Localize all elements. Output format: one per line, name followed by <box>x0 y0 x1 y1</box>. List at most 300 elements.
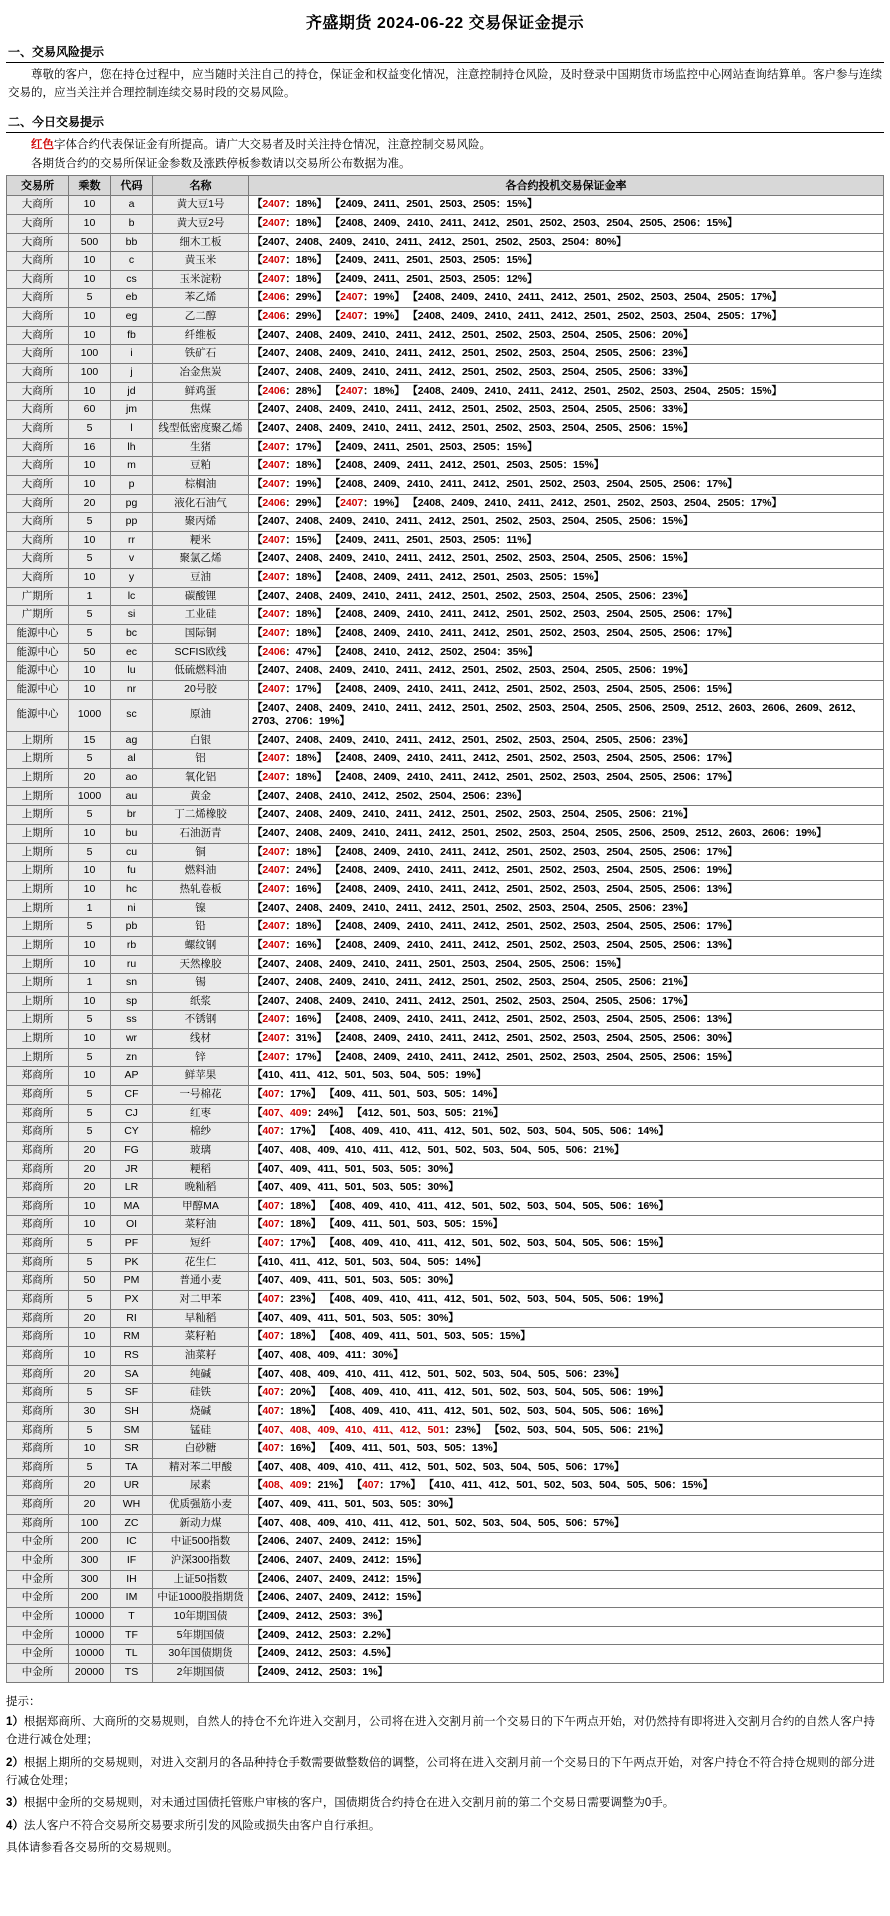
cell-multiplier: 10 <box>69 326 111 345</box>
cell-multiplier: 5 <box>69 750 111 769</box>
rate-segment: 【 <box>252 882 263 895</box>
rate-segment: 【2409、2412、2503：3%】 <box>252 1609 388 1622</box>
cell-margin-rate <box>249 1626 884 1645</box>
cell-margin-rate <box>249 364 884 383</box>
note-item <box>6 1713 884 1750</box>
rate-segment-raised: 2407 <box>262 864 286 877</box>
cell-multiplier: 5 <box>69 550 111 569</box>
rate-segment: 【2407、2408、2409、2410、2411、2412、2501、2502、2503、2504、2505、2506、2509、2512、2603、2606：19%】 <box>252 827 827 840</box>
table-row <box>7 1291 884 1310</box>
cell-name: 中证500指数 <box>153 1533 249 1552</box>
rate-segment-raised: 2407 <box>262 477 286 490</box>
cell-margin-rate <box>249 1570 884 1589</box>
cell-multiplier: 10 <box>69 955 111 974</box>
rate-segment: 【 <box>252 291 263 304</box>
note-index: 1） <box>6 1715 24 1728</box>
cell-margin-rate <box>249 1160 884 1179</box>
rate-segment: 【2407、2408、2409、2410、2411、2412、2501、2502、2503、2504、2505、2506：17%】 <box>252 994 694 1007</box>
table-row <box>7 1607 884 1626</box>
cell-exchange: 郑商所 <box>7 1365 69 1384</box>
note-text: 根据中金所的交易规则，对未通过国债托管账户审核的客户，国债期货合约持仓在进入交割月前的第二个交易日需要调整为0手。 <box>23 1797 675 1810</box>
cell-name: SCFIS欧线 <box>153 643 249 662</box>
cell-multiplier: 100 <box>69 345 111 364</box>
cell-name: 生猪 <box>153 438 249 457</box>
cell-code: lh <box>111 438 153 457</box>
cell-code: pg <box>111 494 153 513</box>
rate-segment: ：17%】 【2409、2411、2501、2503、2505：15%】 <box>285 440 538 453</box>
notes-list <box>6 1713 884 1835</box>
table-row <box>7 326 884 345</box>
cell-exchange: 上期所 <box>7 769 69 788</box>
cell-multiplier: 10 <box>69 862 111 881</box>
cell-multiplier: 10000 <box>69 1607 111 1626</box>
cell-code: rb <box>111 936 153 955</box>
notes-heading: 提示： <box>6 1695 41 1708</box>
cell-margin-rate <box>249 974 884 993</box>
cell-code: al <box>111 750 153 769</box>
cell-exchange: 大商所 <box>7 326 69 345</box>
rate-segment: 【 <box>252 1404 263 1417</box>
rate-segment: ：19%】 【2408、2409、2410、2411、2412、2501、2502、2503、2504、2505：17%】 <box>363 291 782 304</box>
cell-code: IC <box>111 1533 153 1552</box>
cell-multiplier: 200 <box>69 1533 111 1552</box>
cell-code: lc <box>111 587 153 606</box>
cell-margin-rate <box>249 1663 884 1682</box>
table-row <box>7 899 884 918</box>
cell-code: SM <box>111 1421 153 1440</box>
cell-exchange: 大商所 <box>7 345 69 364</box>
rate-segment: 【 <box>252 571 263 584</box>
rate-segment-raised: 2407 <box>262 254 286 267</box>
cell-exchange: 大商所 <box>7 214 69 233</box>
table-body <box>7 196 884 1682</box>
rate-segment: ：31%】 【2408、2409、2410、2411、2412、2501、2502、2503、2504、2505、2506：30%】 <box>285 1032 738 1045</box>
cell-name: 菜籽油 <box>153 1216 249 1235</box>
cell-exchange: 郑商所 <box>7 1197 69 1216</box>
cell-code: si <box>111 606 153 625</box>
rate-segment-raised: 2407 <box>262 938 286 951</box>
cell-code: jd <box>111 382 153 401</box>
table-row <box>7 606 884 625</box>
rate-segment-raised: 2407 <box>340 291 364 304</box>
cell-margin-rate <box>249 289 884 308</box>
cell-code: zn <box>111 1048 153 1067</box>
cell-code: RM <box>111 1328 153 1347</box>
rate-segment: ：18%】 【2408、2409、2410、2411、2412、2501、2502、2503、2504、2505、2506：17%】 <box>285 771 738 784</box>
cell-name: 豆油 <box>153 569 249 588</box>
rate-segment-raised: 407 <box>262 1293 280 1306</box>
cell-name: 冶金焦炭 <box>153 364 249 383</box>
rate-segment-raised: 2407 <box>262 440 286 453</box>
cell-exchange: 大商所 <box>7 513 69 532</box>
cell-multiplier: 10 <box>69 1030 111 1049</box>
cell-name: 一号棉花 <box>153 1086 249 1105</box>
cell-multiplier: 10000 <box>69 1645 111 1664</box>
cell-code: pp <box>111 513 153 532</box>
cell-margin-rate <box>249 1645 884 1664</box>
table-row <box>7 825 884 844</box>
note-item <box>6 1754 884 1791</box>
cell-margin-rate <box>249 1309 884 1328</box>
cell-exchange: 能源中心 <box>7 643 69 662</box>
cell-multiplier: 1 <box>69 974 111 993</box>
cell-multiplier: 10 <box>69 569 111 588</box>
rate-segment: 【2407、2408、2409、2410、2411、2412、2501、2502、2503、2504、2505、2506：15%】 <box>252 552 694 565</box>
cell-exchange: 上期所 <box>7 936 69 955</box>
red-notice-rest: 字体合约代表保证金有所提高。请广大交易者及时关注持仓情况，注意控制交易风险。 <box>54 138 491 151</box>
cell-code: cu <box>111 843 153 862</box>
cell-margin-rate <box>249 1533 884 1552</box>
table-row <box>7 1067 884 1086</box>
cell-code: p <box>111 475 153 494</box>
cell-margin-rate <box>249 1440 884 1459</box>
rate-segment-raised: 407 <box>262 1237 280 1250</box>
cell-code: lu <box>111 662 153 681</box>
rate-segment: ：15%】 【2409、2411、2501、2503、2505：11%】 <box>285 533 537 546</box>
cell-name: 国际铜 <box>153 624 249 643</box>
cell-exchange: 大商所 <box>7 270 69 289</box>
table-row <box>7 1253 884 1272</box>
cell-margin-rate <box>249 680 884 699</box>
rate-segment: ：18%】 【408、409、411、501、503、505：15%】 <box>279 1330 531 1343</box>
cell-multiplier: 10 <box>69 214 111 233</box>
cell-exchange: 郑商所 <box>7 1291 69 1310</box>
cell-code: SR <box>111 1440 153 1459</box>
rate-segment: ：29%】 【 <box>285 310 341 323</box>
rate-segment-raised: 407 <box>262 1088 280 1100</box>
cell-margin-rate <box>249 513 884 532</box>
rate-segment: 【 <box>252 1088 263 1100</box>
cell-multiplier: 10 <box>69 1216 111 1235</box>
cell-margin-rate <box>249 457 884 476</box>
table-row <box>7 1477 884 1496</box>
cell-name: 燃料油 <box>153 862 249 881</box>
cell-name: 低硫燃料油 <box>153 662 249 681</box>
rate-segment: ：19%】 【2408、2409、2410、2411、2412、2501、2502、2503、2504、2505：17%】 <box>363 310 782 323</box>
cell-exchange: 能源中心 <box>7 624 69 643</box>
rate-segment-raised: 407、409 <box>262 1106 308 1119</box>
cell-multiplier: 20 <box>69 1160 111 1179</box>
cell-margin-rate <box>249 587 884 606</box>
table-row <box>7 1626 884 1645</box>
cell-margin-rate <box>249 1589 884 1608</box>
table-row <box>7 513 884 532</box>
table-row <box>7 918 884 937</box>
cell-margin-rate <box>249 936 884 955</box>
cell-name: 铅 <box>153 918 249 937</box>
cell-code: LR <box>111 1179 153 1198</box>
rate-segment: 【 <box>252 216 263 229</box>
rate-segment: 【407、408、409、410、411、412、501、502、503、504、505、506：23%】 <box>252 1367 625 1380</box>
cell-code: pb <box>111 918 153 937</box>
cell-code: IF <box>111 1552 153 1571</box>
cell-multiplier: 5 <box>69 1235 111 1254</box>
cell-name: 黄大豆2号 <box>153 214 249 233</box>
cell-exchange: 能源中心 <box>7 699 69 731</box>
cell-margin-rate <box>249 1067 884 1086</box>
rate-segment-raised: 407 <box>262 1330 280 1343</box>
cell-code: OI <box>111 1216 153 1235</box>
cell-exchange: 大商所 <box>7 252 69 271</box>
rate-segment: ：24%】 【2408、2409、2410、2411、2412、2501、2502、2503、2504、2505、2506：19%】 <box>285 864 738 877</box>
cell-name: 氧化铝 <box>153 769 249 788</box>
table-row <box>7 1030 884 1049</box>
section-heading-risk: 一、交易风险提示 <box>6 41 884 63</box>
cell-code: ss <box>111 1011 153 1030</box>
cell-exchange: 上期所 <box>7 974 69 993</box>
cell-code: sp <box>111 992 153 1011</box>
table-row <box>7 531 884 550</box>
table-row <box>7 1589 884 1608</box>
cell-code: TA <box>111 1458 153 1477</box>
table-row <box>7 457 884 476</box>
cell-exchange: 大商所 <box>7 494 69 513</box>
cell-multiplier: 200 <box>69 1589 111 1608</box>
rate-segment: ：20%】 【408、409、410、411、412、501、502、503、504、505、506：19%】 <box>279 1386 669 1399</box>
cell-margin-rate <box>249 825 884 844</box>
cell-name: 新动力煤 <box>153 1514 249 1533</box>
cell-margin-rate <box>249 1421 884 1440</box>
cell-name: 纯碱 <box>153 1365 249 1384</box>
table-row <box>7 364 884 383</box>
rate-segment: ：19%】 【2408、2409、2410、2411、2412、2501、2502、2503、2504、2505：17%】 <box>363 496 782 509</box>
cell-multiplier: 300 <box>69 1570 111 1589</box>
table-row <box>7 1514 884 1533</box>
cell-margin-rate <box>249 1514 884 1533</box>
cell-code: hc <box>111 880 153 899</box>
cell-multiplier: 1 <box>69 899 111 918</box>
cell-exchange: 能源中心 <box>7 680 69 699</box>
rate-segment-raised: 2407 <box>262 272 286 285</box>
rate-segment-raised: 2406 <box>262 384 286 397</box>
table-row <box>7 992 884 1011</box>
cell-name: 短纤 <box>153 1235 249 1254</box>
cell-margin-rate <box>249 1253 884 1272</box>
cell-code: PF <box>111 1235 153 1254</box>
cell-exchange: 中金所 <box>7 1663 69 1682</box>
rate-segment: 【2407、2408、2409、2410、2411、2501、2503、2504、2505、2506：15%】 <box>252 957 627 970</box>
cell-multiplier: 5 <box>69 624 111 643</box>
cell-name: 对二甲苯 <box>153 1291 249 1310</box>
table-row <box>7 1123 884 1142</box>
table-row <box>7 1104 884 1123</box>
table-row <box>7 624 884 643</box>
note-item <box>6 1817 884 1835</box>
table-row <box>7 1048 884 1067</box>
rate-segment: 【2407、2408、2409、2410、2411、2412、2501、2502、2503、2504、2505、2506：15%】 <box>252 421 694 434</box>
rate-segment: ：16%】 【2408、2409、2410、2411、2412、2501、2502、2503、2504、2505、2506：13%】 <box>285 1013 738 1026</box>
cell-name: 丁二烯橡胶 <box>153 806 249 825</box>
cell-exchange: 郑商所 <box>7 1346 69 1365</box>
cell-name: 锰硅 <box>153 1421 249 1440</box>
rate-segment: ：17%】 【2408、2409、2410、2411、2412、2501、2502、2503、2504、2505、2506：15%】 <box>285 1050 738 1063</box>
cell-code: wr <box>111 1030 153 1049</box>
cell-code: ni <box>111 899 153 918</box>
rate-segment-raised: 407 <box>361 1479 380 1492</box>
cell-multiplier: 1000 <box>69 787 111 806</box>
table-row <box>7 806 884 825</box>
cell-multiplier: 10 <box>69 1440 111 1459</box>
cell-code: eb <box>111 289 153 308</box>
rate-segment: 【2407、2408、2409、2410、2411、2412、2501、2502、2503、2504、2505、2506：23%】 <box>252 347 694 360</box>
cell-code: au <box>111 787 153 806</box>
rate-segment: 【 <box>252 938 263 951</box>
rate-segment-raised: 2407 <box>262 920 286 933</box>
cell-exchange: 中金所 <box>7 1533 69 1552</box>
table-row <box>7 1141 884 1160</box>
cell-multiplier: 5 <box>69 1086 111 1105</box>
cell-name: 硅铁 <box>153 1384 249 1403</box>
cell-exchange: 郑商所 <box>7 1235 69 1254</box>
column-header-name: 名称 <box>153 176 249 196</box>
rate-segment: 【 <box>252 310 263 323</box>
cell-name: 天然橡胶 <box>153 955 249 974</box>
rate-segment: 【2407、2408、2409、2410、2411、2412、2501、2502、2503、2504、2505、2506：15%】 <box>252 515 694 528</box>
rate-segment-raised: 407 <box>262 1199 280 1212</box>
rate-segment: 【 <box>252 1479 263 1492</box>
cell-code: jm <box>111 401 153 420</box>
cell-exchange: 郑商所 <box>7 1253 69 1272</box>
cell-exchange: 中金所 <box>7 1570 69 1589</box>
table-row <box>7 1402 884 1421</box>
cell-multiplier: 5 <box>69 1104 111 1123</box>
rate-segment: 【2409、2412、2503：1%】 <box>252 1665 388 1678</box>
cell-exchange: 郑商所 <box>7 1216 69 1235</box>
rate-segment: 【407、408、409、410、411、412、501、502、503、504、505、506：17%】 <box>252 1460 625 1473</box>
cell-name: 5年期国债 <box>153 1626 249 1645</box>
cell-exchange: 大商所 <box>7 308 69 327</box>
rate-segment: 【 <box>252 1293 263 1306</box>
cell-exchange: 中金所 <box>7 1552 69 1571</box>
rate-segment: 【2407、2408、2409、2410、2411、2412、2501、2502、2503、2504、2505、2506：23%】 <box>252 901 694 914</box>
cell-name: 花生仁 <box>153 1253 249 1272</box>
cell-multiplier: 10 <box>69 1197 111 1216</box>
cell-name: 20号胶 <box>153 680 249 699</box>
note-index: 3） <box>6 1797 24 1810</box>
cell-name: 烧碱 <box>153 1402 249 1421</box>
cell-multiplier: 30 <box>69 1402 111 1421</box>
cell-exchange: 郑商所 <box>7 1477 69 1496</box>
rate-segment: ：16%】 【2408、2409、2410、2411、2412、2501、2502、2503、2504、2505、2506：13%】 <box>285 938 738 951</box>
cell-exchange: 能源中心 <box>7 662 69 681</box>
cell-code: CY <box>111 1123 153 1142</box>
cell-multiplier: 5 <box>69 843 111 862</box>
cell-exchange: 郑商所 <box>7 1421 69 1440</box>
cell-code: WH <box>111 1496 153 1515</box>
cell-name: 焦煤 <box>153 401 249 420</box>
cell-margin-rate <box>249 1197 884 1216</box>
table-row <box>7 1216 884 1235</box>
rate-segment: 【407、408、409、410、411、412、501、502、503、504、505、506：57%】 <box>252 1516 625 1529</box>
cell-margin-rate <box>249 862 884 881</box>
cell-multiplier: 10 <box>69 680 111 699</box>
cell-name: 红枣 <box>153 1104 249 1123</box>
cell-code: fb <box>111 326 153 345</box>
cell-name: 液化石油气 <box>153 494 249 513</box>
rate-segment: 【407、408、409、411：30%】 <box>252 1348 404 1361</box>
rate-segment-raised: 2407 <box>262 216 286 229</box>
cell-name: 线材 <box>153 1030 249 1049</box>
section-heading-today: 二、今日交易提示 <box>6 111 884 133</box>
rate-segment: ：18%】 【408、409、410、411、412、501、502、503、504、505、506：16%】 <box>279 1404 669 1417</box>
notes-section <box>6 1693 884 1858</box>
cell-name: 粳稻 <box>153 1160 249 1179</box>
table-row <box>7 1552 884 1571</box>
cell-exchange: 郑商所 <box>7 1384 69 1403</box>
cell-code: TL <box>111 1645 153 1664</box>
cell-name: 锌 <box>153 1048 249 1067</box>
table-row <box>7 662 884 681</box>
rate-segment: 【407、409、411、501、503、505：30%】 <box>252 1162 459 1175</box>
cell-exchange: 郑商所 <box>7 1141 69 1160</box>
cell-exchange: 大商所 <box>7 196 69 215</box>
cell-exchange: 大商所 <box>7 364 69 383</box>
rate-segment: ：18%】 【2408、2409、2410、2411、2412、2501、2502、2503、2504、2505、2506：17%】 <box>285 845 738 858</box>
section-spacer <box>6 104 884 111</box>
cell-margin-rate <box>249 1048 884 1067</box>
table-row <box>7 787 884 806</box>
table-row <box>7 1346 884 1365</box>
cell-code: l <box>111 419 153 438</box>
rate-segment: ：28%】 【 <box>285 384 341 397</box>
cell-code: SF <box>111 1384 153 1403</box>
table-row <box>7 569 884 588</box>
rate-segment-raised: 2406 <box>262 291 286 304</box>
cell-exchange: 大商所 <box>7 382 69 401</box>
rate-segment-raised: 407 <box>262 1442 280 1455</box>
cell-multiplier: 1000 <box>69 699 111 731</box>
rate-segment: 【2407、2408、2409、2410、2411、2412、2501、2502、2503、2504、2505、2506：33%】 <box>252 403 694 416</box>
rate-segment: 【2407、2408、2409、2410、2411、2412、2501、2502、2503、2504、2505、2506：23%】 <box>252 733 694 746</box>
cell-margin-rate <box>249 214 884 233</box>
cell-margin-rate <box>249 662 884 681</box>
cell-margin-rate <box>249 750 884 769</box>
cell-margin-rate <box>249 1104 884 1123</box>
cell-multiplier: 50 <box>69 1272 111 1291</box>
cell-multiplier: 10 <box>69 1346 111 1365</box>
cell-exchange: 上期所 <box>7 750 69 769</box>
cell-exchange: 中金所 <box>7 1645 69 1664</box>
cell-margin-rate <box>249 643 884 662</box>
cell-multiplier: 10 <box>69 252 111 271</box>
rate-segment-raised: 2407 <box>262 1032 286 1045</box>
cell-margin-rate <box>249 1458 884 1477</box>
cell-multiplier: 10000 <box>69 1626 111 1645</box>
table-row <box>7 862 884 881</box>
cell-multiplier: 5 <box>69 1123 111 1142</box>
table-row <box>7 1160 884 1179</box>
cell-name: 苯乙烯 <box>153 289 249 308</box>
table-row <box>7 1570 884 1589</box>
cell-margin-rate <box>249 1346 884 1365</box>
table-row <box>7 880 884 899</box>
cell-exchange: 广期所 <box>7 587 69 606</box>
cell-exchange: 上期所 <box>7 918 69 937</box>
cell-name: 石油沥青 <box>153 825 249 844</box>
cell-multiplier: 10 <box>69 662 111 681</box>
rate-segment-raised: 2406 <box>262 310 286 323</box>
notes-footer: 具体请参看各交易所的交易规则。 <box>6 1842 179 1855</box>
cell-code: IH <box>111 1570 153 1589</box>
cell-margin-rate <box>249 1291 884 1310</box>
rate-segment: ：18%】 【409、411、501、503、505：15%】 <box>279 1218 504 1231</box>
cell-exchange: 郑商所 <box>7 1086 69 1105</box>
cell-code: RS <box>111 1346 153 1365</box>
cell-margin-rate <box>249 1141 884 1160</box>
cell-exchange: 上期所 <box>7 1011 69 1030</box>
cell-margin-rate <box>249 531 884 550</box>
cell-exchange: 大商所 <box>7 569 69 588</box>
